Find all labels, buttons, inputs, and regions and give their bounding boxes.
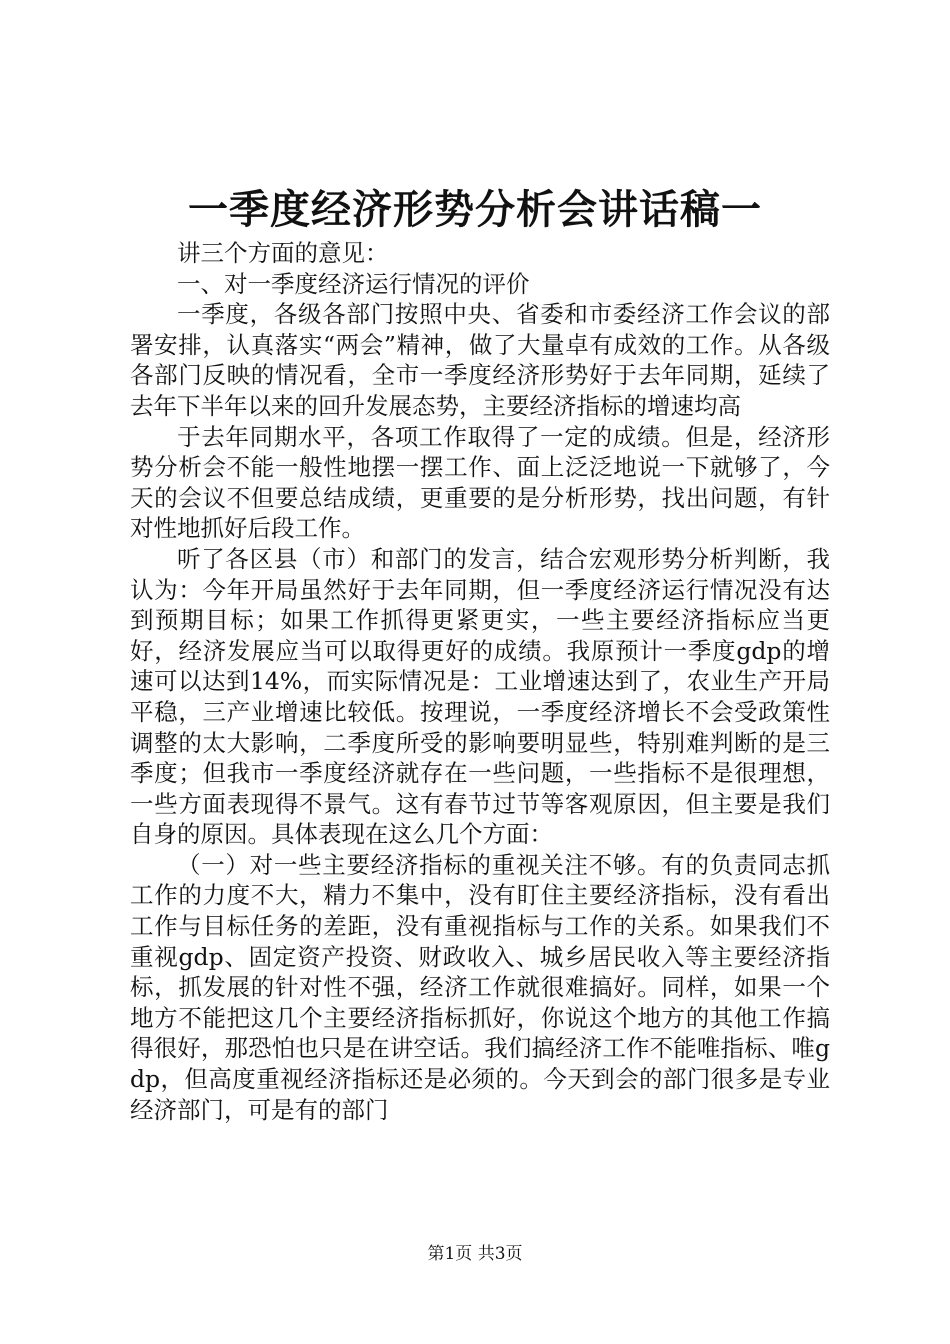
section-heading: 一、对一季度经济运行情况的评价 [177, 269, 530, 298]
body-paragraph: （一）对一些主要经济指标的重视关注不够。有的负责同志抓工作的力度不大，精力不集中，没有盯住主要经济指标，没有看出工作与目标任务的差距，没有重视指标与工作的关系。如果我们不重视gdp、固定资产投资、财政收入、城乡居民收入等主要经济指标，抓发展的针对性不强，经济工作就很难搞好。同样，如果一个地方不能把这几个主要经济指标抓好，你说这个地方的其他工作搞得很好，那恐怕也只是在讲空话。我们搞经济工作不能唯指标、唯gdp，但高度重视经济指标还是必须的。今天到会的部门很多是专业经济部门，可是有的部门 [130, 850, 830, 1124]
body-paragraph: 一季度，各级各部门按照中央、省委和市委经济工作会议的部署安排，认真落实“两会”精神，做了大量卓有成效的工作。从各级各部门反映的情况看，全市一季度经济形势好于去年同期，延续了去年下半年以来的回升发展态势，主要经济指标的增速均高 [130, 300, 830, 420]
body-paragraph: 听了各区县（市）和部门的发言，结合宏观形势分析判断，我认为：今年开局虽然好于去年同期，但一季度经济运行情况没有达到预期目标；如果工作抓得更紧更实，一些主要经济指标应当更好，经济发展应当可以取得更好的成绩。我原预计一季度gdp的增速可以达到14%，而实际情况是：工业增速达到了，农业生产开局平稳，三产业增速比较低。按理说，一季度经济增长不会受政策性调整的太大影响，二季度所受的影响要明显些，特别难判断的是三季度；但我市一季度经济就存在一些问题，一些指标不是很理想，一些方面表现得不景气。这有春节过节等客观原因，但主要是我们自身的原因。具体表现在这么几个方面： [130, 544, 830, 849]
body-paragraph: 于去年同期水平，各项工作取得了一定的成绩。但是，经济形势分析会不能一般性地摆一摆工作、面上泛泛地说一下就够了，今天的会议不但要总结成绩，更重要的是分析形势，找出问题，有针对性地抓好后段工作。 [130, 422, 830, 543]
document-title: 一季度经济形势分析会讲话稿一 [188, 186, 762, 233]
document-body [130, 238, 830, 1125]
intro-paragraph: 讲三个方面的意见： [177, 239, 389, 267]
page-number-footer: 第1页 共3页 [427, 1244, 523, 1264]
